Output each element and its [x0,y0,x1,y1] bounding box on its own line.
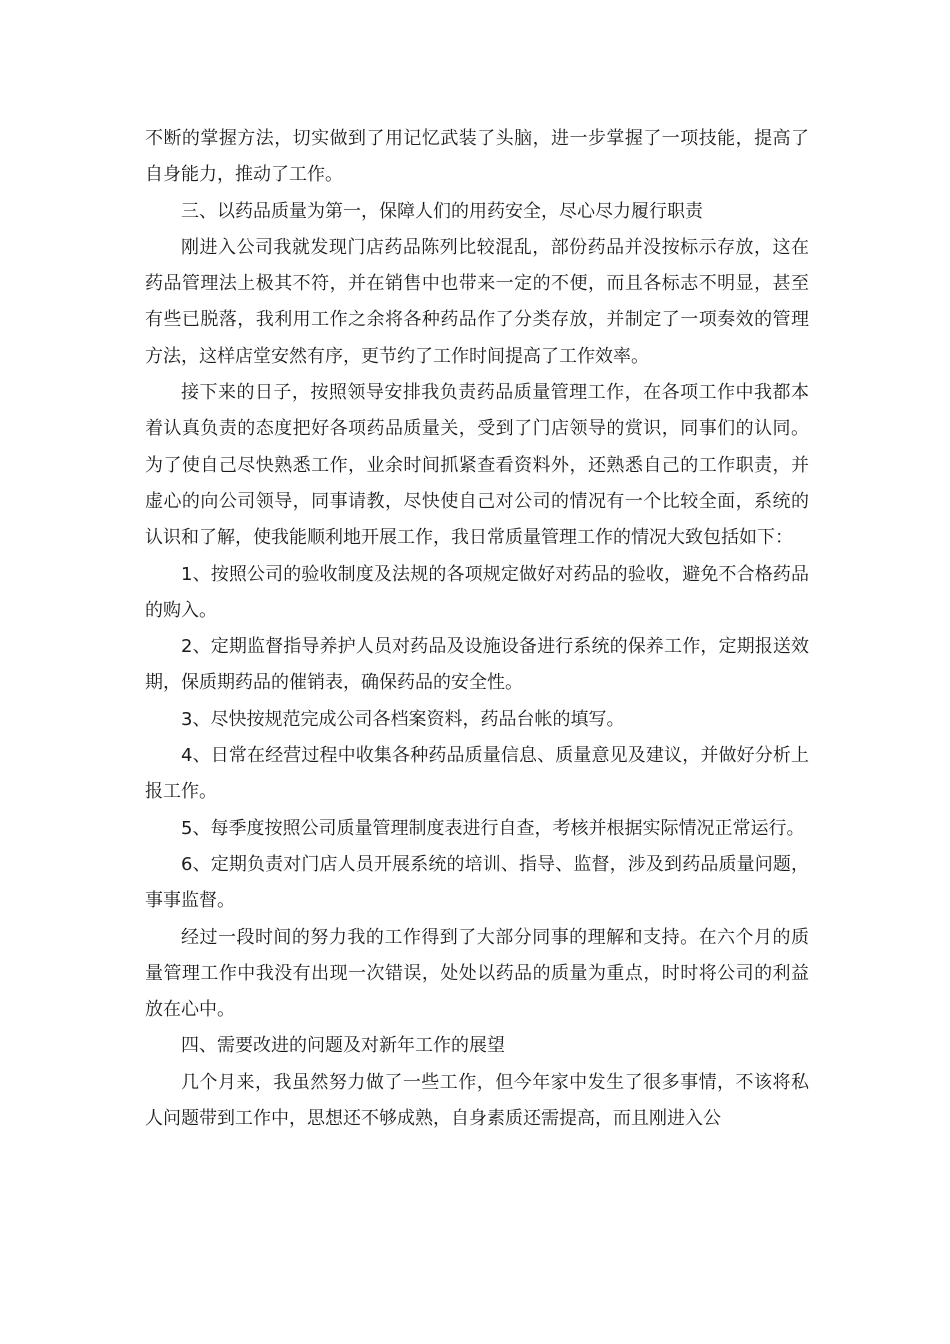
list-item-5: 5、每季度按照公司质量管理制度表进行自查，考核并根据实际情况正常运行。 [181,817,805,839]
paragraph: 经过一段时间的努力我的工作得到了大部分同事的理解和支持。在六个月的质量管理工作中我没有出现一次错误，处处以药品的质量为重点，时时将公司的利益放在心中。 [145,926,809,1021]
list-item-4: 4、日常在经营过程中收集各种药品质量信息、质量意见及建议，并做好分析上报工作。 [145,745,809,803]
paragraph-continuation: 不断的掌握方法，切实做到了用记忆武装了头脑，进一步掌握了一项技能，提高了自身能力，推动了工作。 [145,128,809,186]
document-body [145,121,809,1137]
list-item-1: 1、按照公司的验收制度及法规的各项规定做好对药品的验收，避免不合格药品的购入。 [145,563,809,621]
list-item-2: 2、定期监督指导养护人员对药品及设施设备进行系统的保养工作，定期报送效期，保质期药品的催销表，确保药品的安全性。 [145,636,809,694]
paragraph: 几个月来，我虽然努力做了一些工作，但今年家中发生了很多事情，不该将私人问题带到工作中，思想还不够成熟，自身素质还需提高，而且刚进入公 [145,1071,809,1130]
list-item-3: 3、尽快按规范完成公司各档案资料，药品台帐的填写。 [181,708,625,730]
paragraph: 接下来的日子，按照领导安排我负责药品质量管理工作，在各项工作中我都本着认真负责的态度把好各项药品质量关，受到了门店领导的赏识，同事们的认同。为了使自己尽快熟悉工作，业余时间抓紧查看资料外，还熟悉自己的工作职责，并虚心的向公司领导，同事请教，尽快使自己对公司的情况有一个比较全面，系统的认识和了解，使我能顺利地开展工作，我日常质量管理工作的情况大致包括如下： [145,382,809,549]
paragraph: 刚进入公司我就发现门店药品陈列比较混乱，部份药品并没按标示存放，这在药品管理法上极其不符，并在销售中也带来一定的不便，而且各标志不明显，甚至有些已脱落，我利用工作之余将各种药品作了分类存放，并制定了一项奏效的管理方法，这样店堂安然有序，更节约了工作时间提高了工作效率。 [145,236,809,367]
section-heading-4: 四、需要改进的问题及对新年工作的展望 [181,1035,505,1057]
list-item-6: 6、定期负责对门店人员开展系统的培训、指导、监督，涉及到药品质量问题，事事监督。 [145,853,809,912]
section-heading-3: 三、以药品质量为第一，保障人们的用药安全，尽心尽力履行职责 [181,200,703,222]
